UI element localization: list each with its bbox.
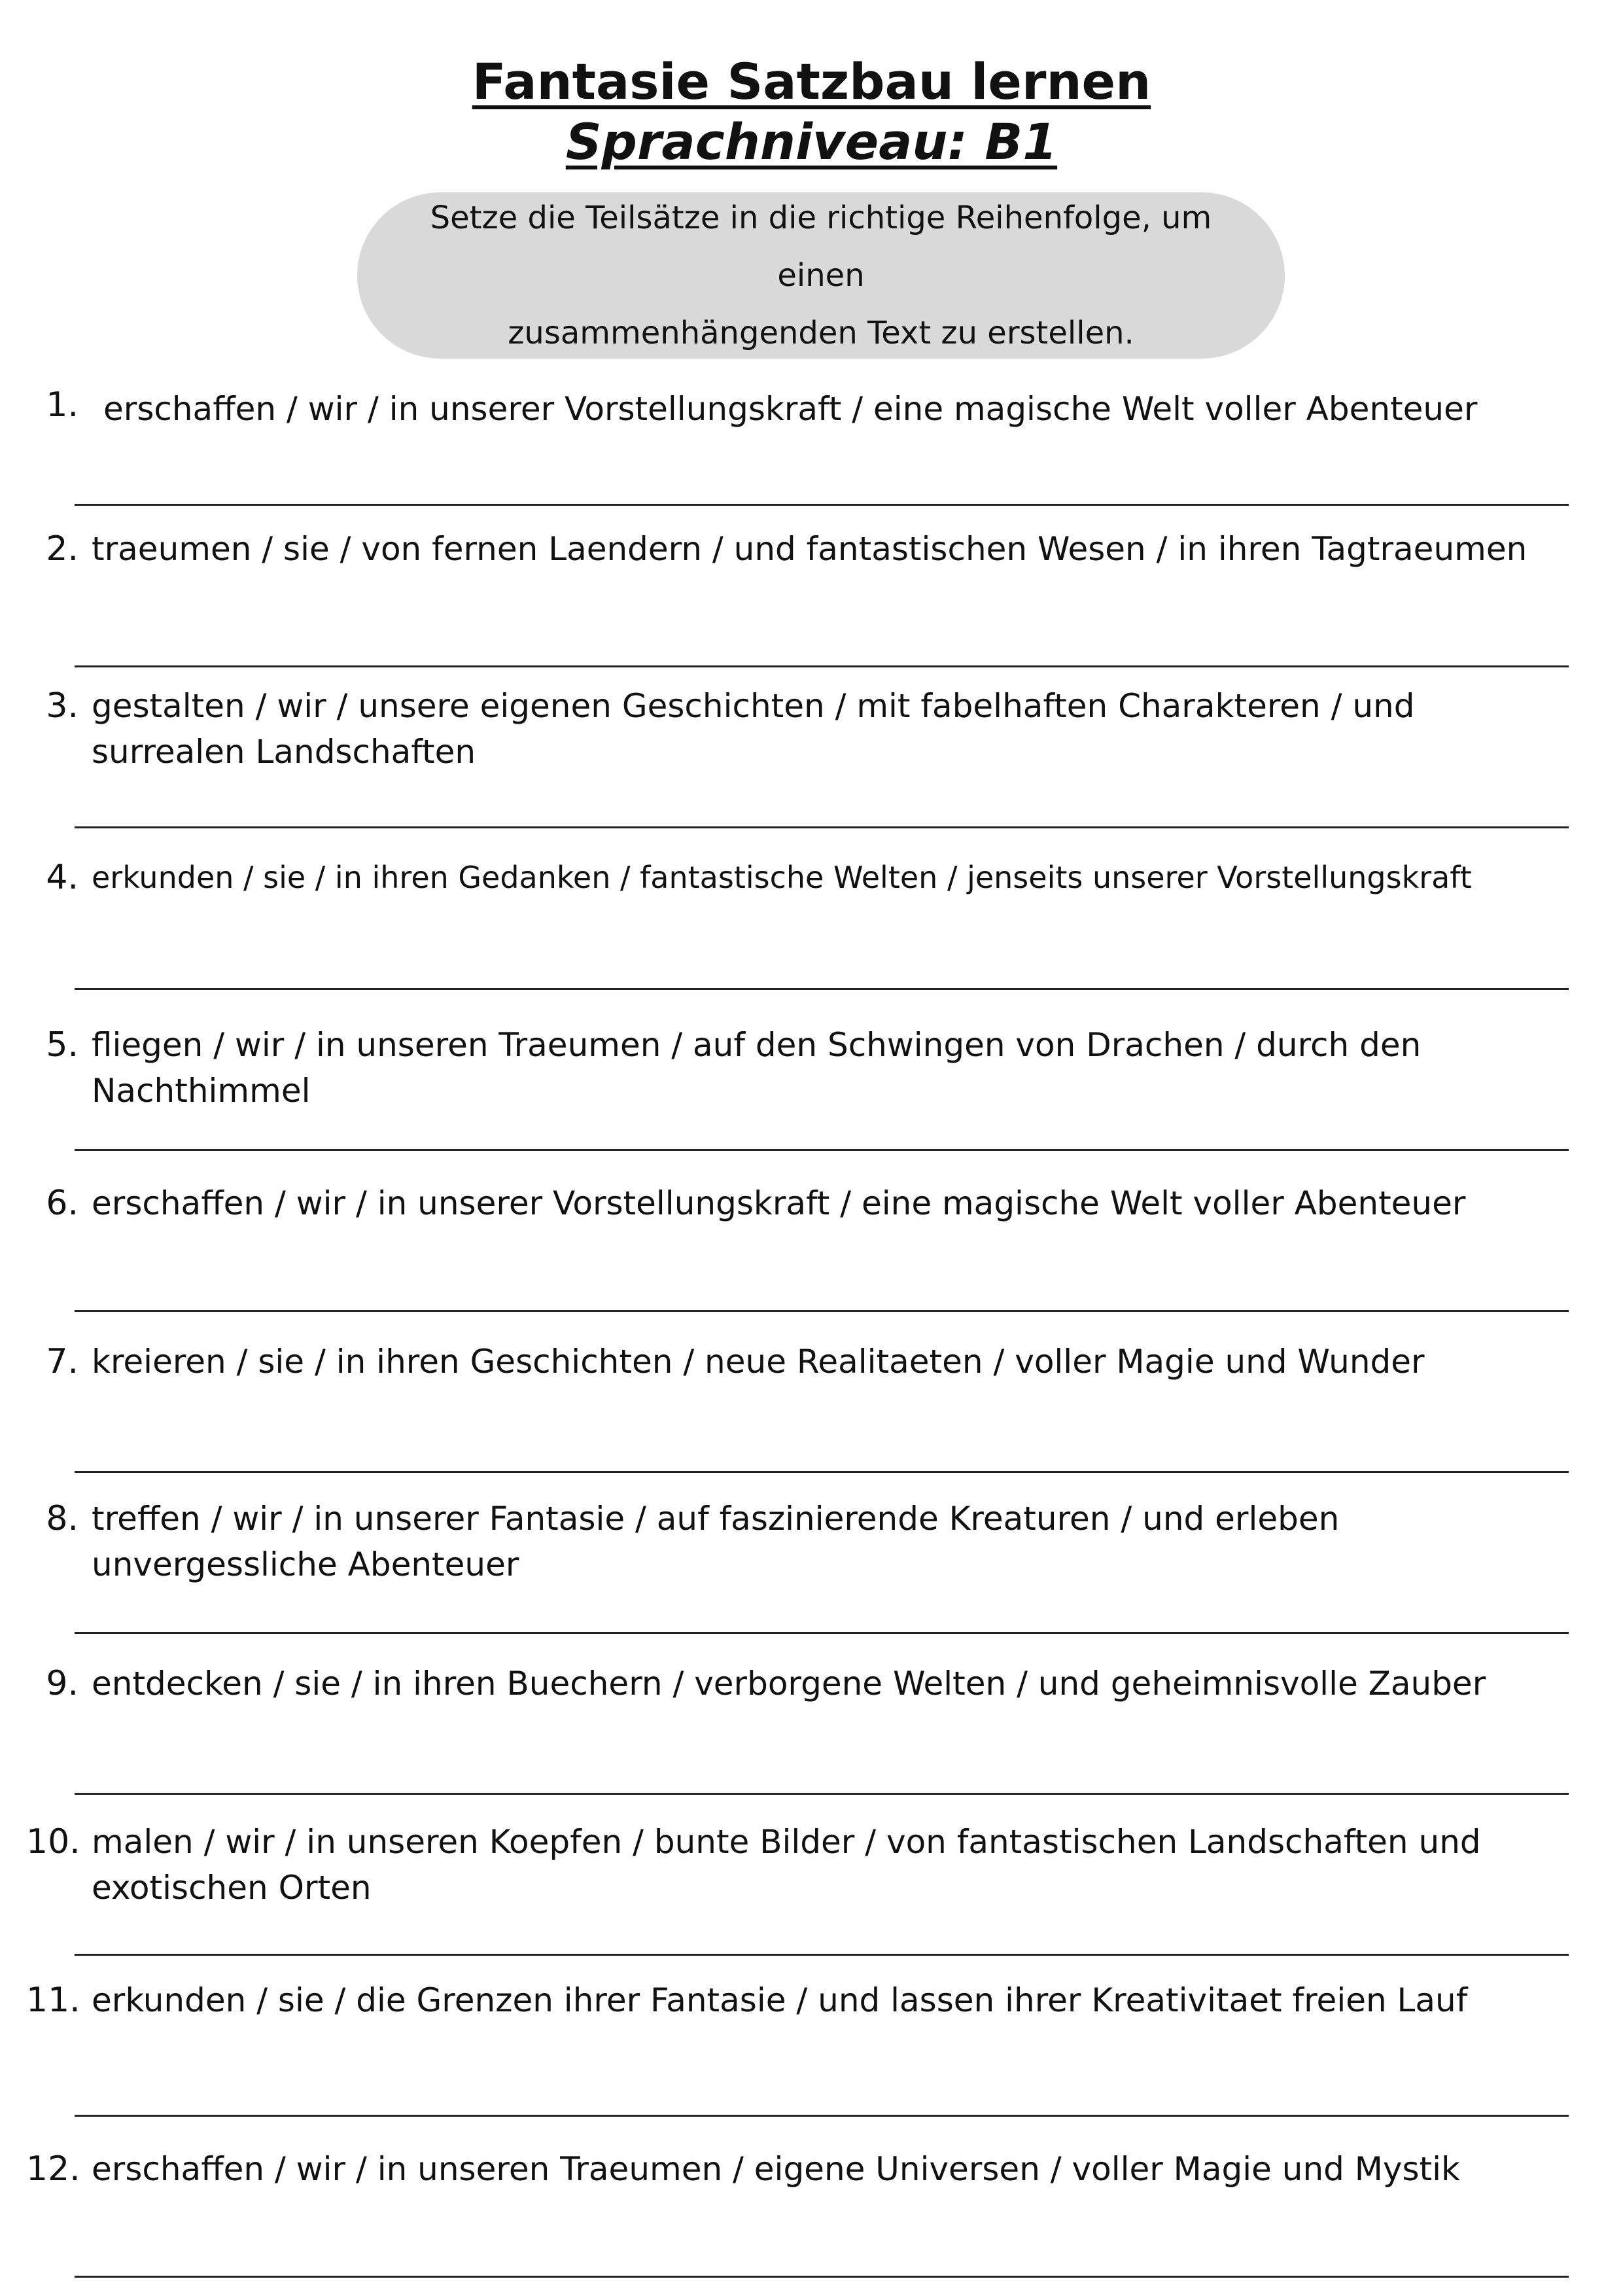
instruction-line-2: zusammenhängenden Text zu erstellen. bbox=[508, 315, 1134, 351]
exercise-number: 8. bbox=[46, 1499, 79, 1538]
exercise-text: kreieren / sie / in ihren Geschichten / neue Realitaeten / voller Magie und Wunder bbox=[92, 1343, 1425, 1381]
exercise-text: erschaffen / wir / in unserer Vorstellungskraft / eine magische Welt voller Abenteuer bbox=[103, 390, 1478, 428]
answer-line[interactable] bbox=[75, 1149, 1569, 1151]
answer-line[interactable] bbox=[75, 1793, 1569, 1795]
exercise-number: 9. bbox=[46, 1664, 79, 1703]
exercise-number: 4. bbox=[46, 858, 79, 897]
exercise-text: traeumen / sie / von fernen Laendern / und fantastischen Wesen / in ihren Tagtraeumen bbox=[92, 530, 1527, 568]
exercise-text: gestalten / wir / unsere eigenen Geschichten / mit fabelhaften Charakteren / und surrealen Landschaften bbox=[92, 687, 1415, 771]
exercise-number: 1. bbox=[46, 385, 79, 425]
exercise-number: 10. bbox=[26, 1822, 80, 1862]
instruction-box bbox=[357, 192, 1285, 359]
exercise-text: entdecken / sie / in ihren Buechern / verborgene Welten / und geheimnisvolle Zauber bbox=[92, 1665, 1486, 1703]
answer-line[interactable] bbox=[75, 2276, 1569, 2278]
answer-line[interactable] bbox=[75, 988, 1569, 990]
page-subtitle: Sprachniveau: B1 bbox=[565, 113, 1058, 171]
answer-line[interactable] bbox=[75, 1471, 1569, 1473]
exercise-text: erschaffen / wir / in unserer Vorstellungskraft / eine magische Welt voller Abenteuer bbox=[92, 1184, 1466, 1222]
exercise-number: 7. bbox=[46, 1342, 79, 1381]
exercise-number: 5. bbox=[46, 1025, 79, 1065]
exercise-number: 12. bbox=[26, 2149, 80, 2189]
answer-line[interactable] bbox=[75, 504, 1569, 506]
exercise-text: erkunden / sie / die Grenzen ihrer Fantasie / und lassen ihrer Kreativitaet freien Lauf bbox=[92, 1981, 1468, 2019]
exercise-text: erkunden / sie / in ihren Gedanken / fantastische Welten / jenseits unserer Vorstellungskraft bbox=[92, 860, 1472, 895]
instruction-line-1: Setze die Teilsätze in die richtige Reihenfolge, um einen bbox=[430, 200, 1212, 294]
answer-line[interactable] bbox=[75, 1954, 1569, 1956]
exercise-text: erschaffen / wir / in unseren Traeumen / eigene Universen / voller Magie und Mystik bbox=[92, 2150, 1460, 2188]
instruction-text bbox=[396, 189, 1246, 362]
answer-line[interactable] bbox=[75, 1310, 1569, 1312]
page-title: Fantasie Satzbau lernen bbox=[472, 52, 1151, 111]
exercise-number: 2. bbox=[46, 529, 79, 569]
answer-line[interactable] bbox=[75, 826, 1569, 828]
answer-line[interactable] bbox=[75, 2115, 1569, 2117]
exercise-number: 6. bbox=[46, 1184, 79, 1223]
answer-line[interactable] bbox=[75, 1632, 1569, 1634]
exercise-number: 3. bbox=[46, 686, 79, 726]
answer-line[interactable] bbox=[75, 665, 1569, 667]
exercise-text: treffen / wir / in unserer Fantasie / auf faszinierende Kreaturen / und erleben unvergessliche Abenteuer bbox=[92, 1500, 1340, 1583]
exercise-text: fliegen / wir / in unseren Traeumen / auf den Schwingen von Drachen / durch den Nachthimmel bbox=[92, 1026, 1422, 1110]
exercise-number: 11. bbox=[26, 1981, 80, 2020]
exercise-text: malen / wir / in unseren Koepfen / bunte Bilder / von fantastischen Landschaften und exotischen Orten bbox=[92, 1823, 1481, 1907]
